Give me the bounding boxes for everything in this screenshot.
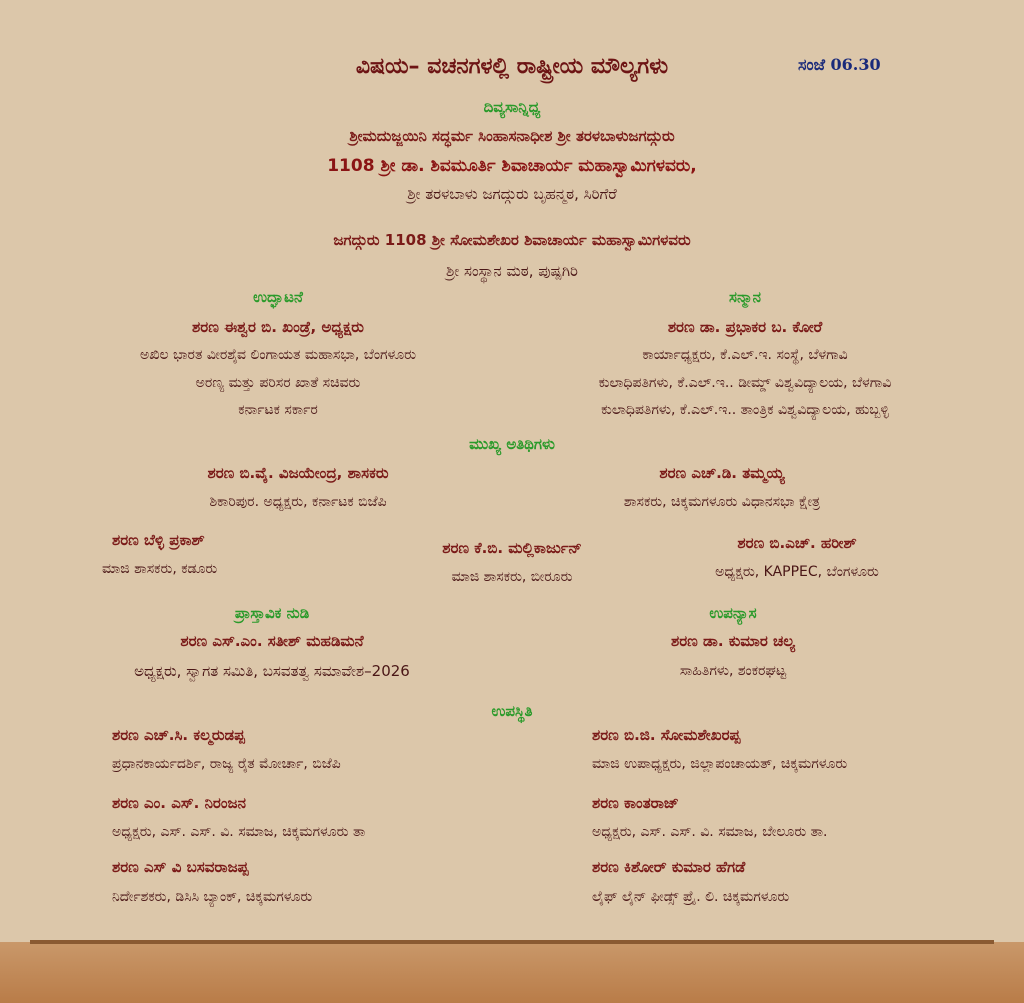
page-title: ವಿಷಯ– ವಚನಗಳಲ್ಲಿ ರಾಷ್ಟ್ರೀಯ ಮೌಲ್ಯಗಳು <box>355 54 669 79</box>
divya-heading: ದಿವ್ಯಸಾನ್ನಿಧ್ಯ <box>483 98 541 116</box>
udghatane-name: ಶರಣ ಈಶ್ವರ ಬಿ. ಖಂಡ್ರೆ, ಅಧ್ಯಕ್ಷರು <box>192 318 364 336</box>
sanmana-line-1: ಕಾರ್ಯಾಧ್ಯಕ್ಷರು, ಕೆ.ಎಲ್.ಇ. ಸಂಸ್ಥೆ, ಬೆಳಗಾವಿ <box>642 347 848 363</box>
attendee-5-name: ಶರಣ ಎಸ್ ವಿ ಬಸವರಾಜಪ್ಪ <box>112 858 249 876</box>
guest-5-name: ಶರಣ ಬಿ.ಎಚ್. ಹರೀಶ್ <box>737 534 857 552</box>
prastavika-heading: ಪ್ರಾಸ್ತಾವಿಕ ನುಡಿ <box>234 604 310 622</box>
event-time: ಸಂಜೆ 06.30 <box>798 55 881 74</box>
attendee-3-desc: ಅಧ್ಯಕ್ಷರು, ಎಸ್. ಎಸ್. ವಿ. ಸಮಾಜ, ಚಿಕ್ಕಮಗಳೂರು ತಾ <box>112 824 366 840</box>
udghatane-heading: ಉದ್ಘಾಟನೆ <box>253 288 303 306</box>
sanmana-line-2: ಕುಲಾಧಿಪತಿಗಳು, ಕೆ.ಎಲ್.ಇ.. ಡೀಮ್ಡ್ ವಿಶ್ವವಿದ್ಯಾಲಯ, ಬೆಳಗಾವಿ <box>598 375 892 391</box>
guest-2-desc: ಶಾಸಕರು, ಚಿಕ್ಕಮಗಳೂರು ವಿಧಾನಸಭಾ ಕ್ಷೇತ್ರ <box>623 494 821 510</box>
guest-1-name: ಶರಣ ಬಿ.ವೈ. ವಿಜಯೇಂದ್ರ, ಶಾಸಕರು <box>207 464 389 482</box>
attendee-2-desc: ಮಾಜಿ ಉಪಾಧ್ಯಕ್ಷರು, ಜಿಲ್ಲಾಪಂಚಾಯತ್, ಚಿಕ್ಕಮಗಳೂರು <box>592 756 848 772</box>
udghatane-line-1: ಅಖಿಲ ಭಾರತ ವೀರಶೈವ ಲಿಂಗಾಯತ ಮಹಾಸಭಾ, ಬೆಂಗಳೂರು <box>139 347 417 363</box>
udghatane-line-2: ಅರಣ್ಯ ಮತ್ತು ಪರಿಸರ ಖಾತೆ ಸಚಿವರು <box>195 375 361 391</box>
divya-line-3: ಶ್ರೀ ತರಳಬಾಳು ಜಗದ್ಗುರು ಬೃಹನ್ಮಠ, ಸಿರಿಗೆರೆ <box>407 185 617 203</box>
attendee-4-name: ಶರಣ ಕಾಂತರಾಜ್ <box>592 794 679 812</box>
prastavika-name: ಶರಣ ಎಸ್.ಎಂ. ಸತೀಶ್ ಮಹಡಿಮನೆ <box>180 632 364 650</box>
sanmana-name: ಶರಣ ಡಾ. ಪ್ರಭಾಕರ ಬ. ಕೋರೆ <box>667 318 823 336</box>
attendee-2-name: ಶರಣ ಬಿ.ಜಿ. ಸೋಮಶೇಖರಪ್ಪ <box>592 726 741 744</box>
guest-4-desc: ಮಾಜಿ ಶಾಸಕರು, ಬೀರೂರು <box>451 569 573 585</box>
upasthiti-heading: ಉಪಸ್ಥಿತಿ <box>491 702 533 720</box>
sanmana-heading: ಸನ್ಮಾನ <box>729 288 761 306</box>
guest-2-name: ಶರಣ ಎಚ್.ಡಿ. ತಮ್ಮಯ್ಯ <box>659 464 785 482</box>
bottom-stripe-line <box>30 940 994 944</box>
guest-5-desc: ಅಧ್ಯಕ್ಷರು, KAPPEC, ಬೆಂಗಳೂರು <box>715 564 879 580</box>
guest-3-name: ಶರಣ ಬೆಳ್ಳಿ ಪ್ರಕಾಶ್ <box>112 531 205 549</box>
upanyasa-heading: ಉಪನ್ಯಾಸ <box>709 604 757 622</box>
guest-4-name: ಶರಣ ಕೆ.ಬಿ. ಮಲ್ಲಿಕಾರ್ಜುನ್ <box>442 539 582 557</box>
attendee-6-name: ಶರಣ ಕಿಶೋರ್ ಕುಮಾರ ಹೆಗಡೆ <box>592 858 746 876</box>
sanmana-line-3: ಕುಲಾಧಿಪತಿಗಳು, ಕೆ.ಎಲ್.ಇ.. ತಾಂತ್ರಿಕ ವಿಶ್ವವಿದ್ಯಾಲಯ, ಹುಬ್ಬಳ್ಳಿ <box>601 402 889 418</box>
guest-3-desc: ಮಾಜಿ ಶಾಸಕರು, ಕಡೂರು <box>102 561 218 577</box>
divya-line-2: 1108 ಶ್ರೀ ಡಾ. ಶಿವಮೂರ್ತಿ ಶಿವಾಚಾರ್ಯ ಮಹಾಸ್ವಾಮಿಗಳವರು, <box>327 156 697 176</box>
attendee-5-desc: ನಿರ್ದೇಶಕರು, ಡಿಸಿಸಿ ಬ್ಯಾಂಕ್, ಚಿಕ್ಕಮಗಳೂರು <box>112 889 313 905</box>
divya-line-5: ಶ್ರೀ ಸಂಸ್ಥಾನ ಮಠ, ಪುಷ್ಪಗಿರಿ <box>446 262 578 280</box>
guests-heading: ಮುಖ್ಯ ಅತಿಥಿಗಳು <box>469 435 555 453</box>
divya-line-1: ಶ್ರೀಮದುಜ್ಜಯಿನಿ ಸದ್ಧರ್ಮ ಸಿಂಹಾಸನಾಧೀಶ ಶ್ರೀ ತರಳಬಾಳುಜಗದ್ಗುರು <box>349 127 675 145</box>
upanyasa-desc: ಸಾಹಿತಿಗಳು, ಶಂಕರಘಟ್ಟ <box>679 663 787 679</box>
prastavika-desc: ಅಧ್ಯಕ್ಷರು, ಸ್ವಾಗತ ಸಮಿತಿ, ಬಸವತತ್ವ ಸಮಾವೇಶ–2026 <box>134 662 410 680</box>
guest-1-desc: ಶಿಕಾರಿಪುರ. ಅಧ್ಯಕ್ಷರು, ಕರ್ನಾಟಕ ಬಿಜೆಪಿ <box>209 494 387 510</box>
attendee-6-desc: ಲೈಫ್ ಲೈನ್ ಫೀಡ್ಸ್ ಪ್ರೈ. ಲಿ. ಚಿಕ್ಕಮಗಳೂರು <box>592 889 790 905</box>
upanyasa-name: ಶರಣ ಡಾ. ಕುಮಾರ ಚಲ್ಯ <box>670 632 796 650</box>
attendee-3-name: ಶರಣ ಎಂ. ಎಸ್. ನಿರಂಜನ <box>112 794 246 812</box>
attendee-1-name: ಶರಣ ಎಚ್.ಸಿ. ಕಲ್ಮರುಡಪ್ಪ <box>112 726 245 744</box>
divya-line-4: ಜಗದ್ಗುರು 1108 ಶ್ರೀ ಸೋಮಶೇಖರ ಶಿವಾಚಾರ್ಯ ಮಹಾಸ್ವಾಮಿಗಳವರು <box>333 231 691 249</box>
attendee-4-desc: ಅಧ್ಯಕ್ಷರು, ಎಸ್. ಎಸ್. ವಿ. ಸಮಾಜ, ಬೇಲೂರು ತಾ. <box>592 824 828 840</box>
bottom-stripe <box>0 942 1024 1003</box>
attendee-1-desc: ಪ್ರಧಾನಕಾರ್ಯದರ್ಶಿ, ರಾಜ್ಯ ರೈತ ಮೋರ್ಚಾ, ಬಿಜೆಪಿ <box>112 756 341 772</box>
udghatane-line-3: ಕರ್ನಾಟಕ ಸರ್ಕಾರ <box>238 402 318 418</box>
